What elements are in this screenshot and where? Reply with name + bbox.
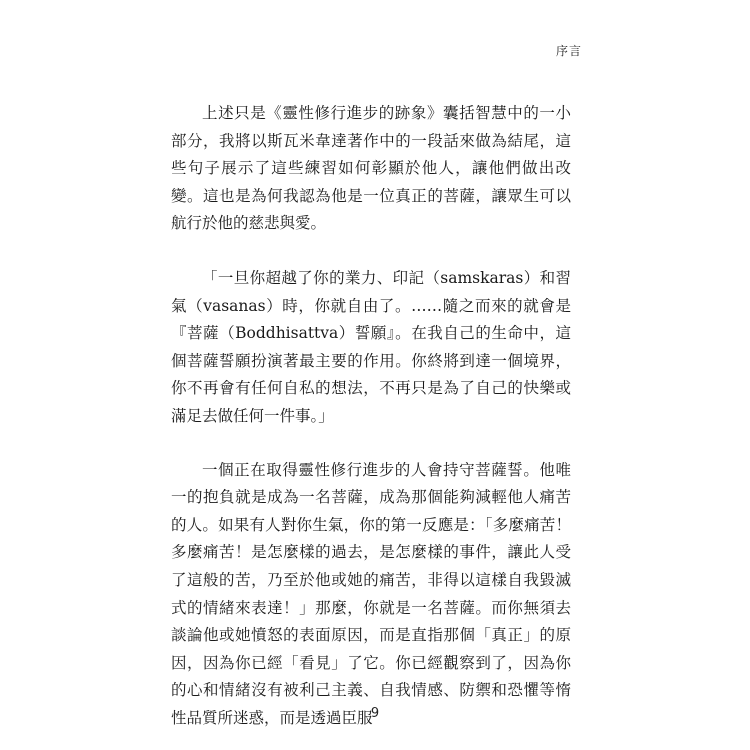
- paragraph-spacer: [171, 238, 571, 265]
- paragraph-spacer: [171, 431, 571, 457]
- paragraph-3: 一個正在取得靈性修行進步的人會持守菩薩誓。他唯一的抱負就是成為一名菩薩，成為那個能夠減輕他人痛苦的人。如果有人對你生氣，你的第一反應是：「多麼痛苦！多麼痛苦！是怎麼樣的過去，是怎麼樣的事件，讓此人受了這般的苦，乃至於他或她的痛苦，非得以這樣自我毀滅式的情緒來表達！」那麼，你就是一名菩薩。而你無須去談論他或她憤怒的表面原因，而是直指那個「真正」的原因，因為你已經「看見」了它。你已經觀察到了，因為你的心和情緒沒有被利己主義、自我情感、防禦和恐懼等惰性品質所迷惑，而是透過臣服: [171, 460, 571, 727]
- running-header: 序言: [555, 44, 582, 58]
- paragraph-2-quote: 「一旦你超越了你的業力、印記（samskaras）和習氣（vasanas）時，你就自由了。……隨之而來的就會是『菩薩（Boddhisattva）誓願』。在我自己的生命中，這個菩薩誓願扮演著最主要的作用。你終將到達一個境界，你不再會有任何自私的想法，不再只是為了自己的快樂或滿足去做任何一件事。」: [171, 268, 571, 425]
- page-number: 9: [370, 706, 380, 721]
- paragraph-1: 上述只是《靈性修行進步的跡象》囊括智慧中的一小部分，我將以斯瓦米韋達著作中的一段話來做為結尾，這些句子展示了這些練習如何彰顯於他人，讓他們做出改變。這也是為何我認為他是一位真正的菩薩，讓眾生可以航行於他的慈悲與愛。: [171, 104, 571, 233]
- body-text: [171, 100, 571, 732]
